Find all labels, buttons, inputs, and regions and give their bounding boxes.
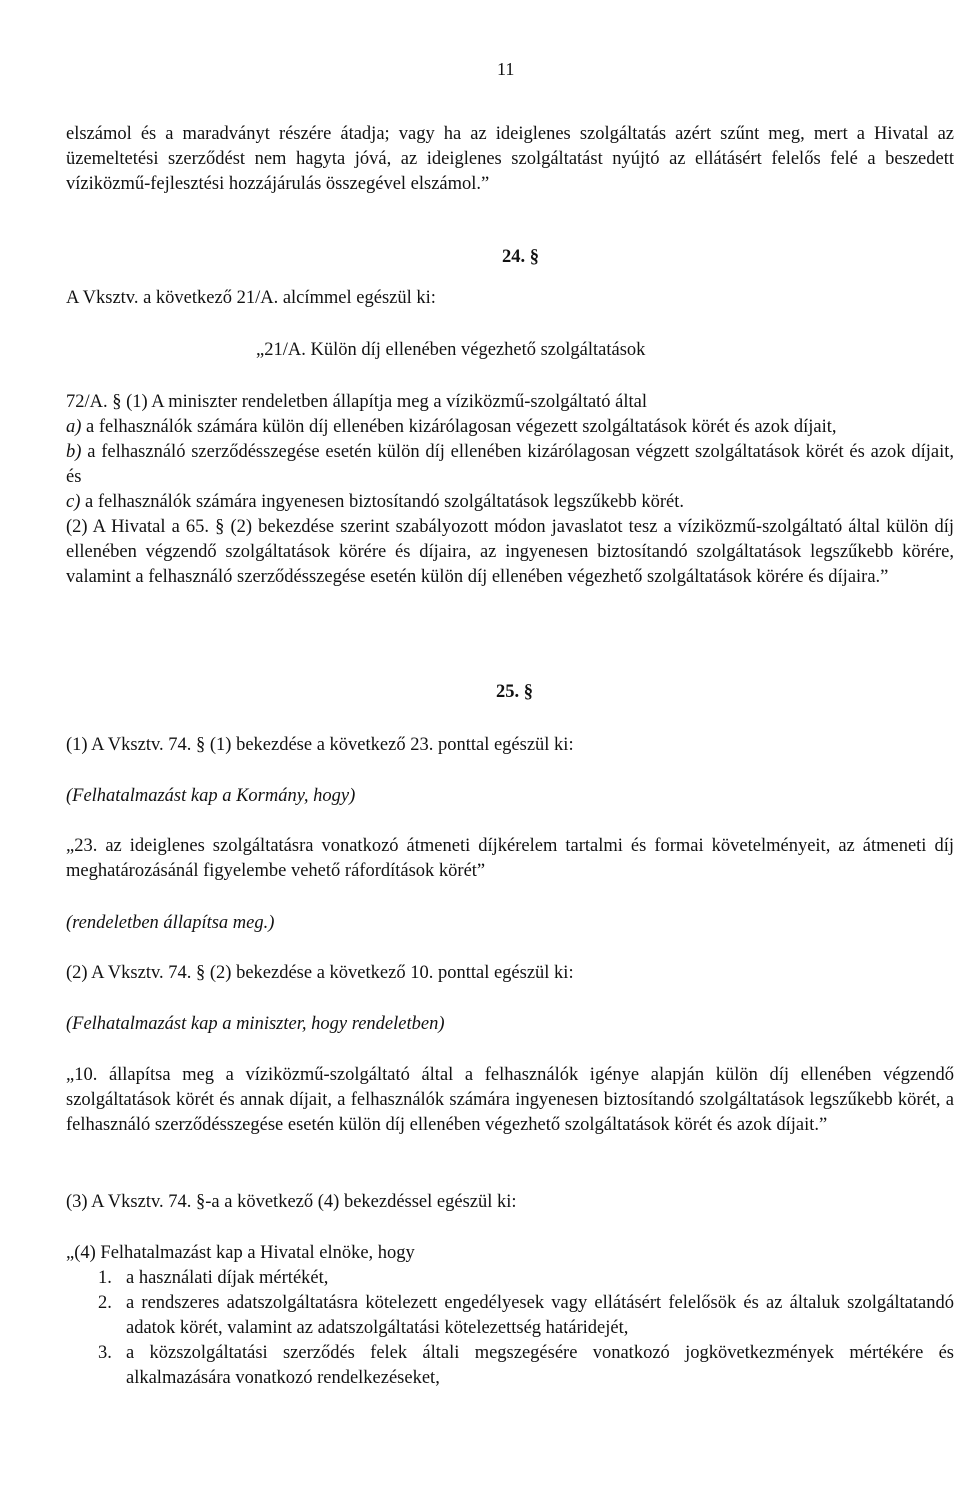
list-item-text: a közszolgáltatási szerződés felek általi megszegésére vonatkozó jogkövetkezmények mértékére és alkalmazására vonatkozó rendelkezéseket, — [126, 1343, 954, 1388]
item-c-text: a felhasználók számára ingyenesen biztosítandó szolgáltatások legszűkebb körét. — [80, 492, 684, 512]
item-b-label: b) — [66, 442, 82, 462]
s25-p2: (2) A Vksztv. 74. § (2) bekezdése a következő 10. ponttal egészül ki: — [66, 963, 574, 983]
para-2: (2) A Hivatal a 65. § (2) bekezdése szerint szabályozott módon javaslatot tesz a víziközmű-szolgáltató által külön díj ellenében végzendő szolgáltatások körére és díjaira, az ingyenesen biztosítandó szolgáltatások legszűkebb körére, valamint a felhasználó szerződésszegése esetén külön díj ellenében végezhető szolgáltatások körére és díjaira.” — [66, 517, 954, 587]
s25-p1-italic: (Felhatalmazást kap a Kormány, hogy) — [66, 786, 356, 806]
s25-p3: (3) A Vksztv. 74. §-a a következő (4) bekezdéssel egészül ki: — [66, 1192, 517, 1212]
intro-paragraph: elszámol és a maradványt részére átadja; vagy ha az ideiglenes szolgáltatás azért szűnt meg, mert a Hivatal az üzemeltetési szerződést nem hagyta jóvá, az ideiglenes szolgáltatást nyújtó az ellátásért felelős felé a beszedett víziközmű-fejlesztési hozzájárulás összegével elszámol.” — [66, 124, 954, 194]
page-number: 11 — [497, 59, 515, 79]
s25-p1: (1) A Vksztv. 74. § (1) bekezdése a következő 23. ponttal egészül ki: — [66, 735, 574, 755]
s25-p1-quote: „23. az ideiglenes szolgáltatásra vonatkozó átmeneti díjkérelem tartalmi és formai követelményeit, az átmeneti díj meghatározásánál figyelembe vehető ráfordítások körét” — [66, 836, 954, 881]
list-item-number: 1. — [98, 1268, 112, 1288]
s25-p3-list — [66, 1266, 954, 1391]
section-24-heading: 24. § — [502, 247, 539, 267]
s25-p2-quote: „10. állapítsa meg a víziközmű-szolgáltató által a felhasználók igénye alapján külön díj ellenében végzendő szolgáltatások körét és annak díjait, a felhasználók számára ingyenesen biztosítandó szolgáltatások legszűkebb körét, a felhasználó szerződésszegése esetén külön díj ellenében végezhető szolgáltatások körét és azok díjait.” — [66, 1065, 954, 1135]
s25-p3-quote-head: „(4) Felhatalmazást kap a Hivatal elnöke, hogy — [66, 1243, 415, 1263]
item-a — [66, 415, 954, 440]
list-item-text: a rendszeres adatszolgáltatásra kötelezett engedélyesek vagy ellátásért felelősök és az általuk szolgáltatandó adatok körét, valamint az adatszolgáltatási kötelezettség határidejét, — [126, 1293, 954, 1338]
list-item-number: 2. — [98, 1293, 112, 1313]
s25-p2-italic: (Felhatalmazást kap a miniszter, hogy rendeletben) — [66, 1014, 445, 1034]
list-item — [66, 1291, 954, 1341]
list-item — [66, 1266, 954, 1291]
item-b-text: a felhasználó szerződésszegése esetén külön díj ellenében kizárólagosan végzett szolgáltatások körét és azok díjait, és — [66, 442, 954, 487]
item-c-label: c) — [66, 492, 81, 512]
para-72a: 72/A. § (1) A miniszter rendeletben állapítja meg a víziközmű-szolgáltató által — [66, 392, 648, 412]
list-item-number: 3. — [98, 1343, 112, 1363]
list-item — [66, 1341, 954, 1391]
section-72a-block — [66, 390, 954, 590]
s25-p1-italic-end: (rendeletben állapítsa meg.) — [66, 913, 275, 933]
section-25-heading: 25. § — [496, 682, 533, 702]
list-item-text: a használati díjak mértékét, — [126, 1268, 329, 1288]
section-24-subtitle: „21/A. Külön díj ellenében végezhető szolgáltatások — [256, 340, 646, 360]
item-b — [66, 440, 954, 490]
item-a-text: a felhasználók számára külön díj ellenében kizárólagosan végezett szolgáltatások körét és azok díjait, — [81, 417, 837, 437]
item-c — [66, 490, 954, 515]
item-a-label: a) — [66, 417, 82, 437]
section-24-lead: A Vksztv. a következő 21/A. alcímmel egészül ki: — [66, 288, 436, 308]
